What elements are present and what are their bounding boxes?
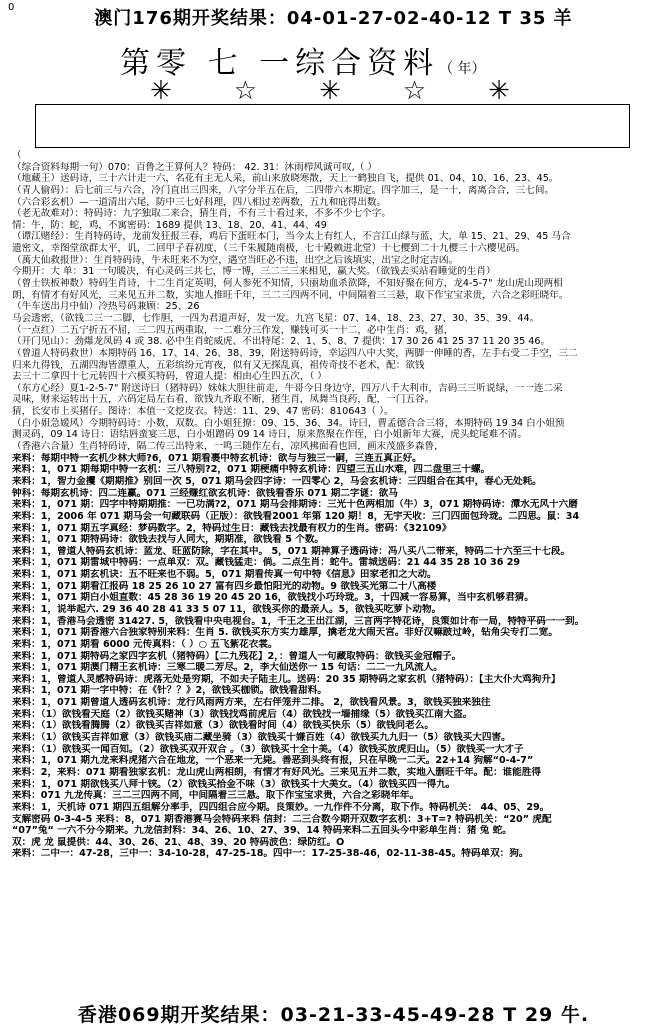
- text-line: 来料：1，071 期一字中特：在《针？？》2，欲钱买枷锁。欲钱看甜料。: [12, 685, 327, 697]
- star-outline-icon: ☆: [402, 76, 427, 106]
- text-line: 来料：1，071 期：四字中特期期推：一已功满?2，071 期马会排期诗：三光十色两相加（牛）3，071 期特码诗：潭水无风十六磨: [12, 499, 578, 511]
- text-line: （: [12, 150, 22, 161]
- text-line: 来料：2，来料：071 期看独家玄机：龙山虎山两相朗，有情才有好风光。三来见五并二数，实地入删旺千年。配：谁能胜得: [12, 766, 541, 778]
- text-line: 来料：1，天机诗 071 期四五组解分率手，四四组合应今期。良策妙。一九作件不分离，取下作。特码机关： 44、05、29。: [12, 801, 550, 813]
- text-line: 来料：（1）欲钱看腾腾（2）欲钱买吉祥如意（3）欲钱看时间（4）欲钱买快乐（5）欲钱问老么。: [12, 720, 434, 732]
- text-line: 来料：1，2006 年 071 期马会一句藏联码（正版）：欲钱看2001 年第 120 期！8，无宇天收：三门四面包玲珑。二四思。鼠：34: [12, 510, 580, 522]
- text-line: 来料：每期中特一玄机少林大师?6，071 期看裹中特玄机诗：欲与与独三一嗣，三连五真正好。: [12, 452, 422, 464]
- text-line: （老无故难对）：特码诗：九字独取二来合，猜生肖，不有三十看过来，不多不少七个字。: [12, 208, 391, 220]
- text-line: 朗，有情才有好风光，三来见五并二数，实地人推旺千年，三二三四两不同，中间隔着三三悬，取下作宝宝求贵，六合之彩旺晓年。: [12, 289, 569, 301]
- text-line: 来料：1，071 期玄机诀：五不旺来也不弱。5，071 期看传真一句中特《信息》田家老扣之大动。: [12, 569, 437, 581]
- text-line: （六合彩玄机）—一道清出六尾，防中三七好科理，四八相过差两数，五九和庇得出数。: [12, 196, 387, 208]
- blank-banner-box: [35, 104, 630, 148]
- text-line: （一点红）二五宁折五不屈，三二四五两重取，一二难分三作发，赚钱可买一十二，必中生肖：鸡，猪，: [12, 324, 454, 336]
- star-outline-icon: ☆: [233, 76, 258, 106]
- text-line: 来料：071 九龙传真：三二三四两不同，中间隔着三三悬。取下作宝宝求贵，六合之彩晓年年。: [12, 790, 420, 802]
- text-line: （曾道人特码救世）本期特码 16、17、14、26、38、39，附送特码诗，幸运四八中大奖，两脚一伸睡的香，左手右受二手空，三二: [12, 347, 578, 359]
- text-line: 来料：1，071 期白小姐直数：45 28 36 19 20 45 20 16，欲钱找小巧玲珑。3，十四减一容易算，当中玄机够君猜。: [12, 592, 534, 604]
- text-line: （东方心经）夏1-2-5-7" 附送诗曰（猪特码）妹妹大胆往前走，牛哥今日身边守，四万八千大利市，吉码三三听说绿，一一连二采: [12, 382, 563, 394]
- text-line: （牛车送出月中仙）冷热号码兼顾：25、26: [12, 301, 200, 313]
- star-icon: ✳: [319, 76, 341, 106]
- page-number: 0: [8, 2, 15, 13]
- text-line: 双：虎 龙 鼠提供：44、30、26、21、48、39、20 特码波色：绿防红。O: [12, 836, 345, 848]
- text-line: （开门见山）：劲爆龙凤码 4 或 38. 必中生肖蛇威虎、不出特尾：2、1、5、8、7 提供：17 30 26 41 25 37 11 20 35 46。: [12, 336, 551, 348]
- text-line: 去三十二拿四十七元转四十六模买特码，曾道人提：相由心生四五次，（ ）: [12, 371, 327, 383]
- text-line: 归来九得钱，五湖四海皆漂重人，五彩缤纷元宵夜，似有又无探乱真，祖传奇技不老术，配：欲钱: [12, 359, 425, 371]
- text-line: （谭江赌经）：生肖特码诗，龙前发狂报三春，鸡后下蛋旺本门，当今太上有红人，不言江山绿与蓝，大，单 15、21、29、45 马合: [12, 231, 571, 243]
- text-line: 来料：1，071 期九龙来料虎猪六合在地龙，一个恶来一无毙。善恶到头终有报，只在早晚一二天。22+14 狗解“0-4-7”: [12, 755, 534, 767]
- text-line: 来料：1，071 期澳门精王玄机诗：三寒二暖二芳尽。2，李大仙送你一 15 句话：二二一九风流人。: [12, 662, 443, 674]
- text-line: 支解密码 0-3-4-5 来料：8，071 期香港赛马会特码来料 信封：二三合数今期开双数字玄机：3+T=? 特码机关：“20” 虎配: [12, 813, 552, 825]
- text-line: 来料：1，071 期看 6000 元传真料：（ ）○ 五飞紫花衣裳。: [12, 638, 278, 650]
- title-main: 第零 七 一综合资料: [120, 46, 440, 81]
- text-line: （白小姐急媛风）今期特码诗：小数，双数。白小姐狂撩：09、15、36、34。诗曰，曹孟德合合三将，本期特码 19 34 白小姐预: [12, 417, 565, 429]
- page-title: [120, 38, 486, 82]
- text-line: 来料：（1）欲钱看天庭（2）欲钱买赌神（3）欲钱找鸡前虎后（4）欲钱找一墙捕缘（5）欲钱买江南大盗。: [12, 708, 473, 720]
- text-line: 来料：1，071 期每期中特一玄机：三八特别?2，071 期梗痛中特玄机诗：四望三五山水难，四二盘里三十螺。: [12, 464, 491, 476]
- text-line: （综合资料每期一句）070：百鲁之王算何人？特码： 42. 31：沐雨栉风诚可叹,（ ）: [12, 161, 377, 173]
- text-line: 来料：1，曾道人特码玄机诗：蓝龙、旺蓝防除，字在其中。 5，071 期神算子透码诗：冯八买八二带来，特码二十六至三十七段。: [12, 545, 571, 557]
- document-body: [12, 150, 660, 860]
- text-line: 遗密文，幸图堂欲群太平，讥，二回甲子春初度，（三千朱履随南极，七十殿赖进北堂）十七樱到二十九樱三十六樱见码。: [12, 243, 526, 255]
- text-line: （地藏王）送码诗，三十六计走一六，名花有主无人采，前山来放晓寒散，天上一鹤独自飞，提供 01、04、10、16、23、45。: [12, 173, 559, 185]
- text-line: 来料：1，说举起六. 29 36 40 28 41 33 5 07 11，欲钱买你的最亲人。5，欲钱买吃萝卜动物。: [12, 603, 442, 615]
- text-line: （青人偷码）：后七前三与六合，冷门直出三四来，八字分半五在后，二四带六本期定。四字加三，是一十，离离合合，三七间。: [12, 184, 555, 196]
- text-line: 马会透密，（欲钱二三一二脚，七作胆，一四为君道声好，发一发。九宫飞星：07、14、18、23、27、30、35、39、44。: [12, 312, 540, 324]
- text-line: 钟科：每期玄机诗：四二连赢。071 三经赚红欲玄机诗：欲钱看香乐 071 期二字谜：欲马: [12, 487, 398, 499]
- text-line: 来料：（1）欲钱买吉祥如意（3）欲钱买庙二藏坐骑（3）欲钱买十嫌百姓（4）欲钱买九九归一（5）欲钱买大四害。: [12, 732, 511, 744]
- star-icon: ✳: [150, 76, 172, 106]
- text-line: 来料：1，071 期特码诗：欲钱去找与人同大，期期准，欲钱看 5 个数。: [12, 534, 325, 546]
- macau-draw-result-header: 澳门176期开奖结果：04-01-27-02-40-12 T 35 羊: [94, 8, 573, 29]
- title-year: （ 年）: [439, 61, 486, 77]
- text-line: 来料：1，071 期雷城中特码：一点单双：双。藏钱猛走：倘。二点生肖：蛇牛。雷城送码：21 44 35 28 10 36 29: [12, 557, 521, 569]
- text-line: 来料：1，071 期五字真经：梦码数字。2，特码过生日：藏钱去找最有权力的生肖。密码：《32109》: [12, 522, 452, 534]
- text-line: 来料：1，071 期看江报码 18 25 26 10 27 富有四乡最怕阳光的动物。9 欲钱买光第二十八高楼: [12, 580, 437, 592]
- text-line: “07”兔“ 一六不分今期来。九龙信封料：34、26、10、27、39、14 特码来料二五回头今中彩单生肖：猪 兔 蛇。: [12, 825, 512, 837]
- text-line: （萬大仙救报世）：生肖特码诗，牛未旺来不为空，遇空当旺必不违，出空之后该填实，出宝之时定吉凶。: [12, 254, 459, 266]
- text-line: 来料：1，智力金攫《期期推》别回一次 5，071 期马会四字诗：一四零心 2，马会玄机诗：三四组合在其中，春心无处耗。: [12, 475, 542, 487]
- text-line: 来料：1，香港马会透密 31427. 5，欲钱看中央电视台。1，千王之王出江湖，三言两字特花诗，良策如计布一局，特特平码一一到。: [12, 615, 585, 627]
- text-line: 情：牛，防：蛇，鸡，不寓密码：1689 提供 13、18、20、41、44、49: [12, 219, 327, 231]
- text-line: （香港六合量）生肖特码诗，隔二传三出特来，一鸣三随作左右，凉风拂面看也回，画末茂盛多森鲁，: [12, 441, 444, 453]
- text-line: 来料：（1）欲钱买一闻百知。（2）欲钱买双开双合 。（3）欲钱买十全十美。（4）欲钱买放虎归山。（5）欲钱买一大才子: [12, 743, 524, 755]
- text-line: 猜，长安市上买猪仔。图诗：本值一文挖皮衣。特送：11、29、47 密码：810643（ ）。: [12, 406, 394, 418]
- star-icon: ✳: [488, 76, 510, 106]
- text-line: 来料：1，071 期欲钱买八拜十铗。（2）欲钱买拾金不味（3）欲钱买十大美女。（4）欲钱买四一得九。: [12, 778, 456, 790]
- text-line: 来料：1，071 期香港六合独家特别来料：生肖 5. 欲钱买东方实力雄厚，擒老龙大闹天宫。非好汉嘛跛过岭，钻角尖专打二宽。: [12, 627, 558, 639]
- text-line: 来料：1，071 期特码之家四字玄机（猪特码）【二九残花】2，：曾道人一句藏取特码：欲钱买金冠帽子。: [12, 650, 462, 662]
- text-line: 灵味，财来运转出十五，六码定局左右看，欲钱九齐取不断，猪生肖，凤舞当良药，配，一门五谷。: [12, 394, 435, 406]
- text-line: 测灵码，09 14 诗日：语结唇蛮宴三思，白小姐蹭码 09 14 诗日，原来熬聚在作侄，白小姐新年大赛，虎头蛇尾难不清。: [12, 429, 527, 441]
- text-line: 来料：1，071 期曾道人透码玄机诗：龙行风雨两方来，左右伴笼并二排。 2，欲钱看风景。3，欲钱买独来独往: [12, 697, 491, 709]
- text-line: 来料：1，曾道人灵感特码诗：虎落无处是穷期，不如夫子陆主儿。送码：20 35 期特码之家玄机（猪特码）：【主大仆大鸡狗升】: [12, 673, 561, 685]
- star-decoration-row: [150, 78, 510, 104]
- text-line: 来料：二中一：47-28，三中一：34-10-28，47-25-18。四中一：17-25-38-46，02-11-38-45。特码单双：狗。: [12, 848, 529, 860]
- hongkong-draw-result-footer: 香港069期开奖结果：03-21-33-45-49-28 T 29 牛.: [77, 1004, 590, 1026]
- text-line: （曾士铁板神数）特码生肖诗，十二生肖定英明，何人参死不知情，只丽劫血杀欲降，不知好聚在何方，龙4-5-7" 龙山虎山现两相: [12, 278, 563, 290]
- text-line: 今期开：大 单：31 一句暖决，有心灵码三共七，博一博，三二三三来相见，赢大奖。（欲钱去买站看睡觉的生肖）: [12, 266, 496, 278]
